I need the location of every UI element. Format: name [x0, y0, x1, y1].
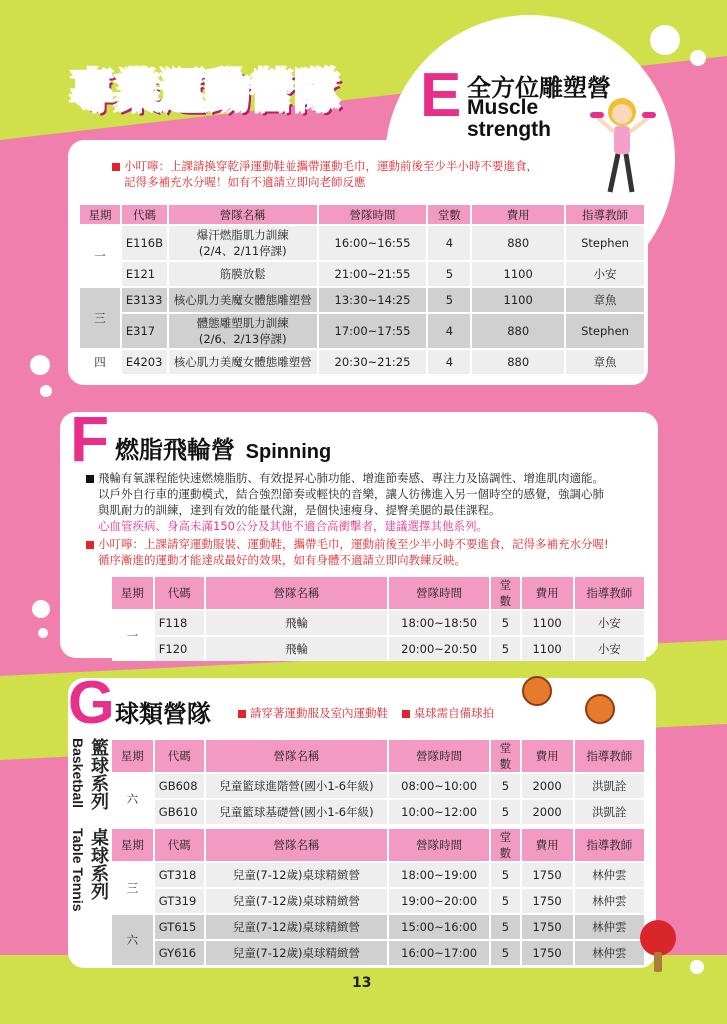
cell-time: 16:00~16:55: [319, 226, 429, 260]
cell-teacher: Stephen: [566, 226, 646, 260]
tabletennis-series-zh: 桌球系列: [89, 828, 109, 900]
table-row: [112, 889, 646, 913]
cell-name: 兒童(7-12歲)桌球精緻營: [206, 915, 389, 939]
col-header-code: 代碼: [155, 740, 206, 772]
cell-teacher: Stephen: [566, 314, 646, 348]
cell-sessions: 4: [428, 226, 472, 260]
cell-name-sub: (2/4、2/11停課): [198, 244, 287, 258]
cell-time: 19:00~20:00: [389, 889, 491, 913]
cell-teacher: 洪凱詮: [575, 800, 646, 824]
section-f-desc-line1: 飛輪有氧課程能快速燃燒脂肪、有效提昇心肺功能、增進節奏感、專注力及協調性、增進肌肉適能。: [98, 471, 604, 485]
section-f-note-line1: 小叮嚀：上課請穿運動服裝、運動鞋，攜帶毛巾，運動前後至少半小時不要進食，記得多補充水分喔!: [98, 537, 609, 551]
section-e-note: [112, 158, 538, 190]
col-header-code: 代碼: [155, 829, 206, 861]
table-row: [112, 915, 646, 939]
section-e-table: [80, 203, 646, 376]
cell-fee: 1750: [522, 915, 575, 939]
cell-name: [169, 314, 319, 348]
cell-name: 筋膜放鬆: [169, 262, 319, 286]
basketball-series-zh: 籃球系列: [89, 738, 109, 810]
table-row: [80, 288, 646, 312]
col-header-teacher: 指導教師: [575, 740, 646, 772]
table-row: [112, 774, 646, 798]
cell-sessions: 5: [491, 611, 522, 635]
cell-time: 13:30~14:25: [319, 288, 429, 312]
col-header-teacher: 指導教師: [575, 577, 646, 609]
cell-time: 08:00~10:00: [389, 774, 491, 798]
cell-day: 三: [112, 863, 155, 913]
basketball-icon: [585, 694, 615, 724]
decor-bubble: [32, 600, 50, 618]
cell-sessions: 5: [491, 915, 522, 939]
col-header-code: 代碼: [155, 577, 206, 609]
col-header-time: 營隊時間: [319, 205, 429, 224]
cell-sessions: 5: [491, 863, 522, 887]
section-g-tabletennis-table: [112, 827, 646, 967]
col-header-teacher: 指導教師: [575, 829, 646, 861]
cell-code: GT615: [155, 915, 206, 939]
col-header-fee: 費用: [472, 205, 566, 224]
table-header-row: [112, 740, 646, 772]
decor-bubble: [40, 385, 52, 397]
col-header-time: 營隊時間: [389, 740, 491, 772]
cell-fee: 1750: [522, 889, 575, 913]
col-header-sessions: 堂數: [428, 205, 472, 224]
table-row: [112, 637, 646, 661]
cell-teacher: 洪凱詮: [575, 774, 646, 798]
cell-fee: 2000: [522, 800, 575, 824]
cell-sessions: 5: [491, 800, 522, 824]
cell-sessions: 4: [428, 314, 472, 348]
cell-sessions: 5: [491, 774, 522, 798]
col-header-time: 營隊時間: [389, 577, 491, 609]
col-header-sessions: 堂數: [491, 829, 522, 861]
cell-teacher: 小安: [575, 611, 646, 635]
section-g-notes: [238, 705, 494, 721]
cell-sessions: 5: [491, 637, 522, 661]
cell-sessions: 5: [491, 889, 522, 913]
cell-time: 21:00~21:55: [319, 262, 429, 286]
cell-fee: 1100: [522, 611, 575, 635]
table-row: [80, 262, 646, 286]
cell-teacher: 林仲雲: [575, 863, 646, 887]
cell-name: 飛輪: [206, 637, 389, 661]
cell-teacher: 小安: [566, 262, 646, 286]
cell-time: 18:00~18:50: [389, 611, 491, 635]
page-number: 13: [352, 975, 372, 991]
section-f-table: [112, 575, 646, 663]
section-e-letter: E: [420, 61, 462, 130]
col-header-day: 星期: [112, 740, 155, 772]
table-header-row: [112, 577, 646, 609]
cell-day: 六: [112, 915, 155, 965]
cell-code: GB608: [155, 774, 206, 798]
section-f-desc-warning: 心血管疾病、身高未滿150公分及其他不適合高衝擊者，建議選擇其他系列。: [98, 519, 488, 533]
cell-fee: 1100: [522, 637, 575, 661]
basketball-series-label: [86, 738, 112, 810]
cell-teacher: 章魚: [566, 288, 646, 312]
cell-day: 六: [112, 774, 155, 824]
section-g-note-1: 請穿著運動服及室內運動鞋: [250, 706, 388, 720]
cell-code: E4203: [122, 350, 169, 374]
section-f-note-line2: 循序漸進的運動才能達成最好的效果，如有身體不適請立即向教練反映。: [98, 553, 466, 567]
col-header-fee: 費用: [522, 829, 575, 861]
cell-code: E317: [122, 314, 169, 348]
cell-name-main: 爆汗燃脂肌力訓練: [196, 228, 289, 242]
cell-time: 15:00~16:00: [389, 915, 491, 939]
col-header-name: 營隊名稱: [169, 205, 319, 224]
cell-day: 四: [80, 350, 122, 374]
decor-bubble: [690, 960, 704, 974]
cell-code: F118: [155, 611, 206, 635]
cell-name: 兒童籃球基礎營(國小1-6年級): [206, 800, 389, 824]
section-g-basketball-table: [112, 738, 646, 826]
cell-day: 一: [80, 226, 122, 286]
cell-sessions: 4: [428, 350, 472, 374]
col-header-teacher: 指導教師: [566, 205, 646, 224]
fitness-girl-illustration: [588, 88, 660, 198]
section-e-note-line2: 記得多補充水分喔！如有不適請立即向老師反應: [124, 175, 366, 189]
cell-sessions: 5: [428, 288, 472, 312]
cell-teacher: 章魚: [566, 350, 646, 374]
cell-code: F120: [155, 637, 206, 661]
table-header-row: [112, 829, 646, 861]
table-row: [80, 226, 646, 260]
section-f-letter: F: [70, 403, 110, 475]
cell-day: 一: [112, 611, 155, 661]
section-f-desc-line2: 以戶外自行車的運動模式，結合強烈節奏或輕快的音樂，讓人彷彿進入另一個時空的感覺，強調心肺: [98, 487, 604, 501]
cell-name: 飛輪: [206, 611, 389, 635]
col-header-name: 營隊名稱: [206, 829, 389, 861]
section-g-letter: G: [68, 669, 115, 736]
section-f-description: [86, 470, 604, 534]
cell-teacher: 小安: [575, 637, 646, 661]
section-e-title-en-2: strength: [467, 118, 551, 141]
cell-name: 核心肌力美魔女體態雕塑營: [169, 288, 319, 312]
cell-time: 20:00~20:50: [389, 637, 491, 661]
section-f-title-zh: [115, 430, 331, 465]
cell-fee: 2000: [522, 774, 575, 798]
cell-sessions: 5: [491, 941, 522, 965]
tabletennis-series-en: Table Tennis: [70, 828, 86, 912]
cell-name-sub: (2/6、2/13停課): [198, 332, 287, 346]
col-header-day: 星期: [80, 205, 122, 224]
cell-code: E3133: [122, 288, 169, 312]
cell-name: 核心肌力美魔女體態雕塑營: [169, 350, 319, 374]
table-header-row: [80, 205, 646, 224]
cell-name-main: 體態雕塑肌力訓練: [196, 316, 289, 330]
cell-day: 三: [80, 288, 122, 348]
cell-name: 兒童(7-12歲)桌球精緻營: [206, 863, 389, 887]
cell-time: 20:30~21:25: [319, 350, 429, 374]
col-header-sessions: 堂數: [491, 740, 522, 772]
col-header-name: 營隊名稱: [206, 577, 389, 609]
section-g-title-zh: 球類營隊: [115, 701, 211, 728]
cell-fee: 1750: [522, 863, 575, 887]
cell-time: 17:00~17:55: [319, 314, 429, 348]
cell-teacher: 林仲雲: [575, 941, 646, 965]
decor-bubble: [650, 25, 680, 55]
cell-code: E116B: [122, 226, 169, 260]
section-e-note-line1: 小叮嚀：上課請換穿乾淨運動鞋並攜帶運動毛巾，運動前後至少半小時不要進食，: [124, 159, 538, 173]
section-f-note: [86, 536, 609, 568]
section-e-title-en-1: Muscle: [467, 96, 539, 119]
cell-code: GB610: [155, 800, 206, 824]
col-header-time: 營隊時間: [389, 829, 491, 861]
col-header-fee: 費用: [522, 577, 575, 609]
cell-fee: 1100: [472, 288, 566, 312]
cell-name: 兒童(7-12歲)桌球精緻營: [206, 941, 389, 965]
col-header-code: 代碼: [122, 205, 169, 224]
table-row: [80, 350, 646, 374]
page-title: 專業運動營隊: [70, 66, 340, 117]
basketball-series-en: Basketball: [70, 738, 86, 809]
cell-code: GY616: [155, 941, 206, 965]
section-g-note-2: 桌球需自備球拍: [413, 706, 495, 720]
cell-fee: 880: [472, 226, 566, 260]
basketball-icon: [522, 676, 552, 706]
section-f-title-en: Spinning: [245, 441, 332, 463]
cell-time: 10:00~12:00: [389, 800, 491, 824]
table-row: [112, 941, 646, 965]
cell-code: E121: [122, 262, 169, 286]
cell-time: 16:00~17:00: [389, 941, 491, 965]
col-header-day: 星期: [112, 577, 155, 609]
cell-name: 兒童籃球進階營(國小1-6年級): [206, 774, 389, 798]
decor-bubble: [690, 50, 706, 66]
section-f-desc-line3: 與肌耐力的訓練，達到有效的能量代謝，是個快速瘦身、提臀美腿的最佳課程。: [98, 503, 501, 517]
cell-fee: 880: [472, 350, 566, 374]
cell-code: GT318: [155, 863, 206, 887]
table-row: [112, 800, 646, 824]
decor-bubble: [30, 355, 50, 375]
col-header-sessions: 堂數: [491, 577, 522, 609]
cell-teacher: 林仲雲: [575, 915, 646, 939]
cell-name: [169, 226, 319, 260]
cell-teacher: 林仲雲: [575, 889, 646, 913]
table-row: [112, 611, 646, 635]
col-header-day: 星期: [112, 829, 155, 861]
cell-sessions: 5: [428, 262, 472, 286]
section-e-title-zh: 全方位雕塑營: [467, 75, 611, 102]
cell-fee: 1750: [522, 941, 575, 965]
cell-code: GT319: [155, 889, 206, 913]
table-row: [112, 863, 646, 887]
section-f-title-zh-text: 燃脂飛輪營: [115, 437, 235, 464]
ping-pong-paddle-icon: [636, 918, 680, 974]
cell-fee: 1100: [472, 262, 566, 286]
tabletennis-series-label: [86, 828, 112, 900]
cell-name: 兒童(7-12歲)桌球精緻營: [206, 889, 389, 913]
col-header-fee: 費用: [522, 740, 575, 772]
cell-time: 18:00~19:00: [389, 863, 491, 887]
col-header-name: 營隊名稱: [206, 740, 389, 772]
table-row: [80, 314, 646, 348]
cell-fee: 880: [472, 314, 566, 348]
decor-bubble: [38, 628, 48, 638]
